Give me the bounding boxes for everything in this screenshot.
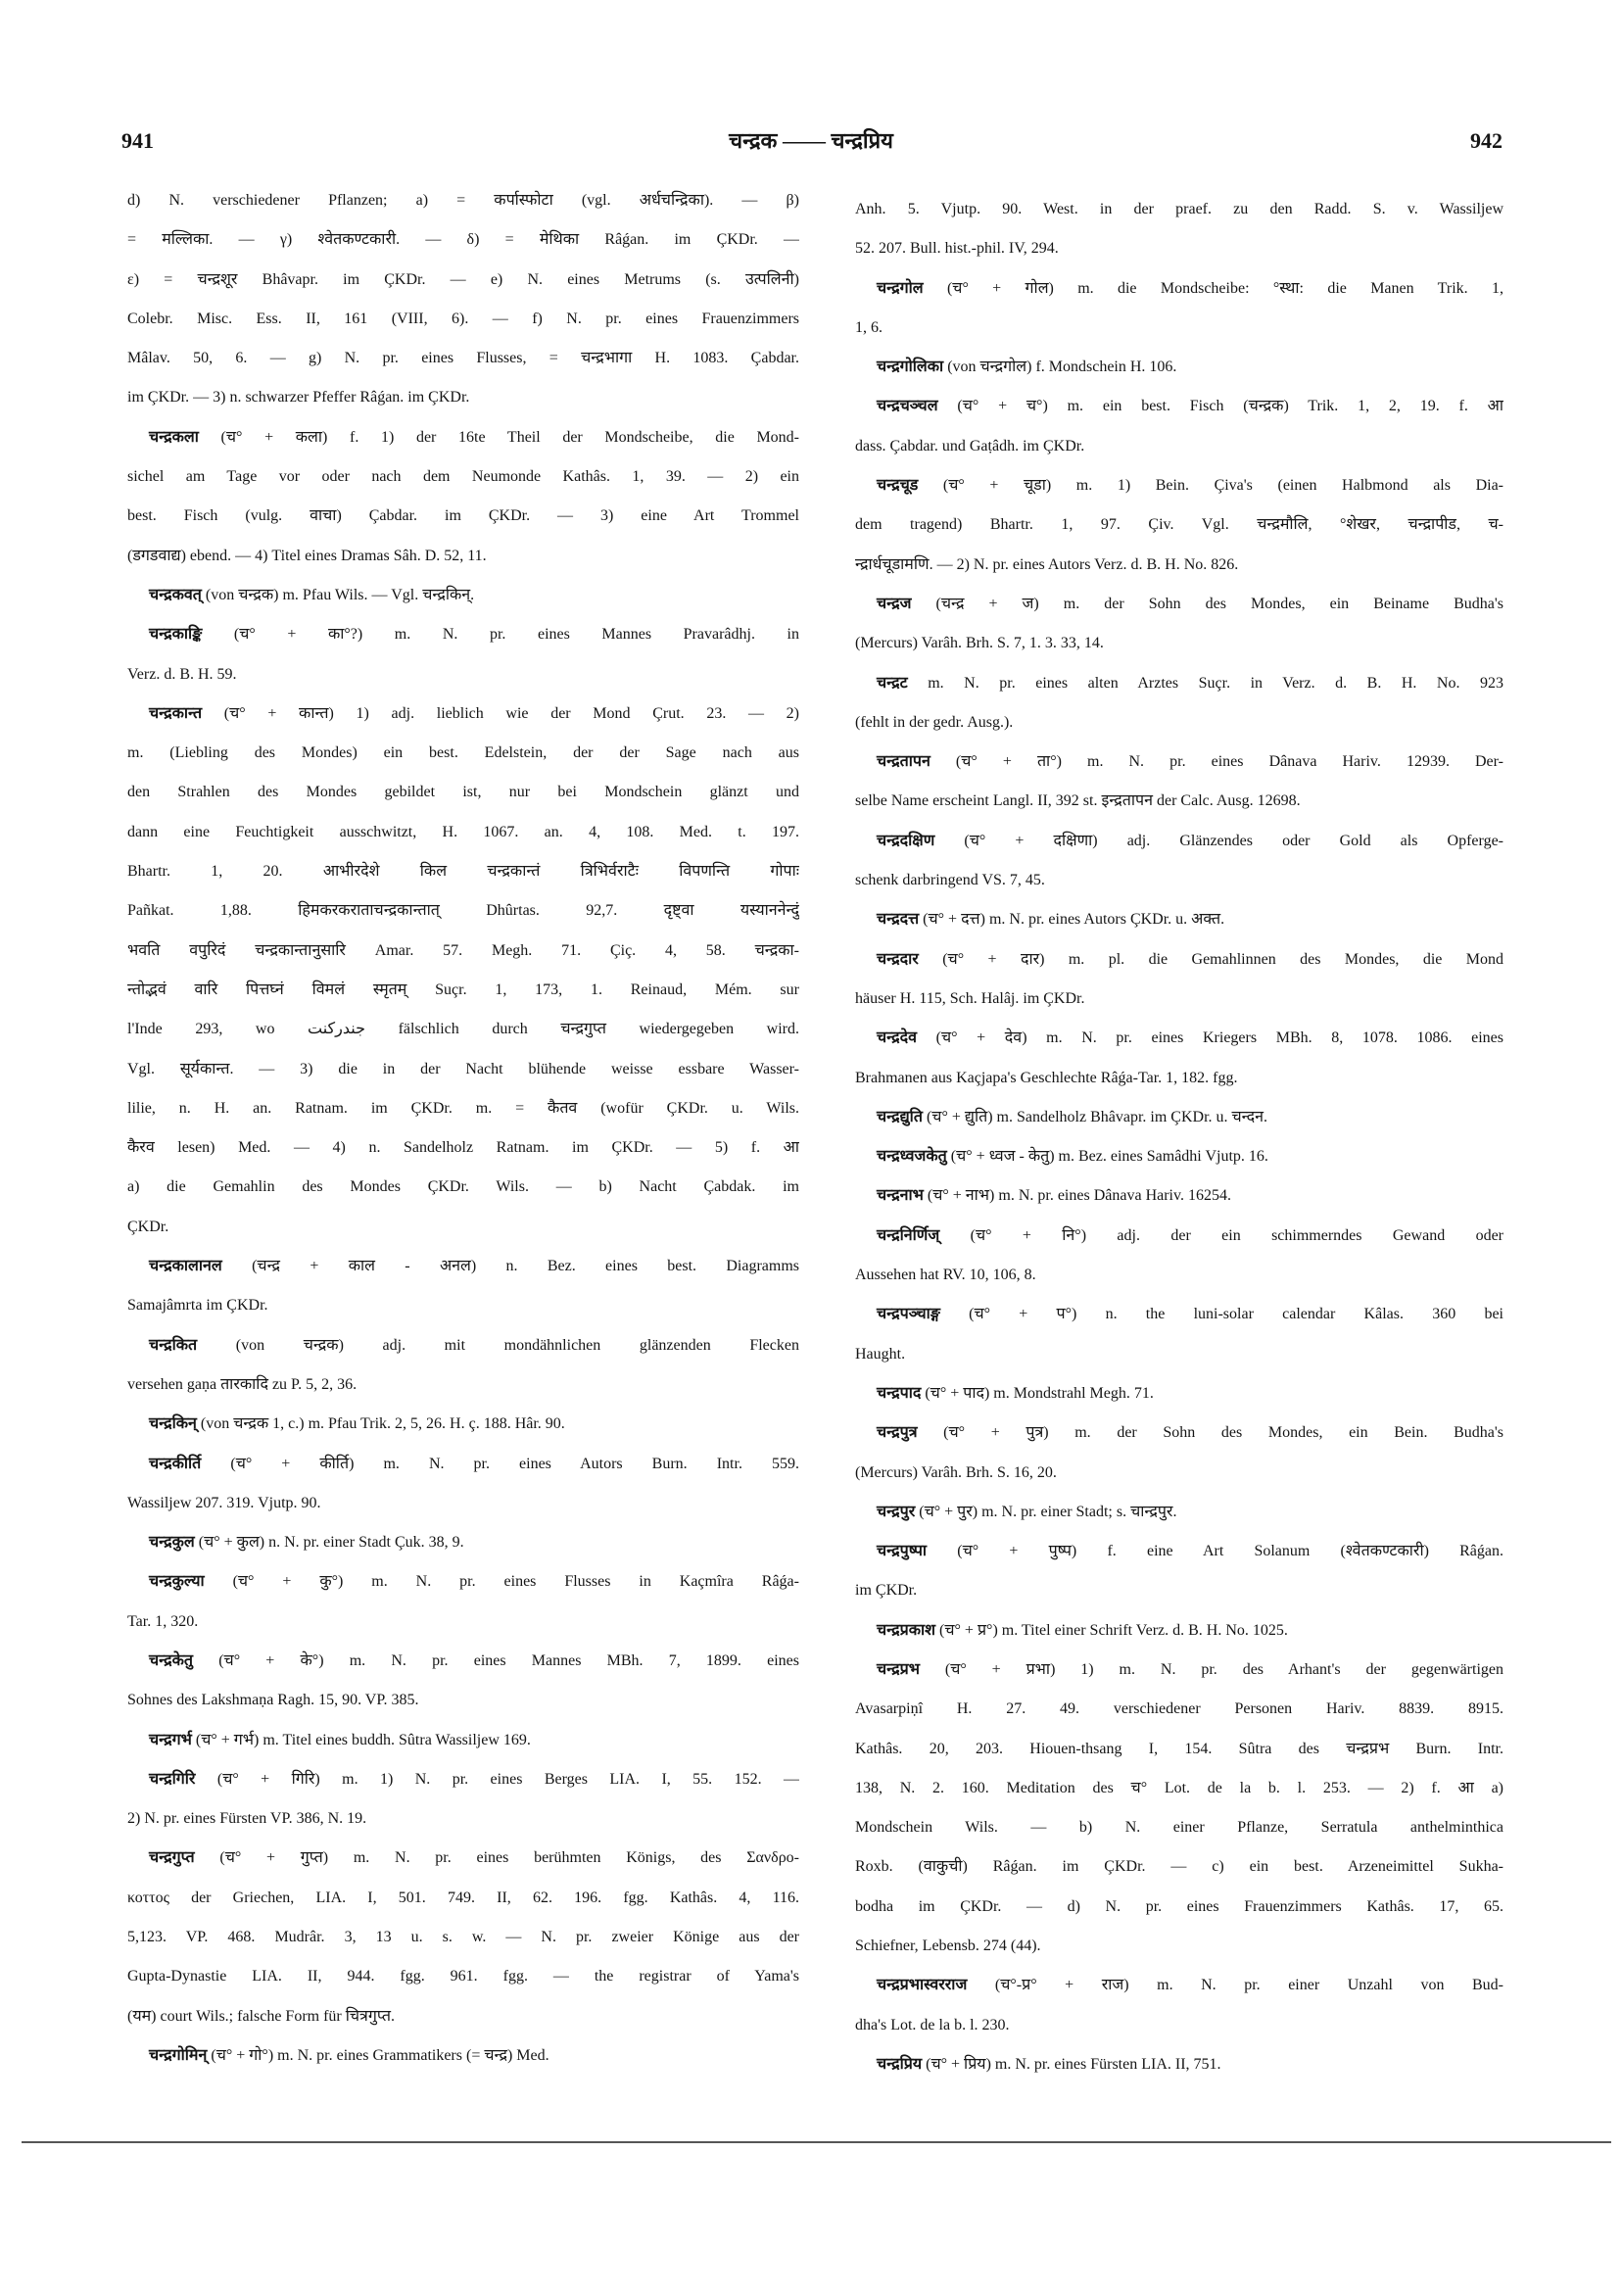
entry-line [127, 497, 799, 536]
entry-line [127, 852, 799, 891]
dictionary-entry [127, 1247, 799, 1326]
entry-line [855, 1454, 1503, 1493]
headword: चन्द्रपुत्र [877, 1424, 918, 1442]
entry-line [127, 1681, 799, 1720]
entry-line [127, 2036, 799, 2076]
entry-text: best. Fisch (vulg. वाचा) Çabdar. im ÇKDr. — 3) eine Art Trommel [127, 507, 799, 525]
entry-line [127, 655, 799, 694]
headword: चन्द्रकवत् [149, 586, 202, 603]
entry-text: dass. Çabdar. und Gaṭâdh. im ÇKDr. [855, 437, 1085, 454]
dictionary-entry [127, 615, 799, 694]
headword: चन्द्रध्वजकेतु [877, 1148, 947, 1166]
entry-text: कैरव lesen) Med. — 4) n. Sandelholz Ratnam. im ÇKDr. — 5) f. आ [127, 1139, 799, 1157]
entry-line [127, 1208, 799, 1247]
entry-line [127, 1957, 799, 1996]
entry-text: ε) = चन्द्रशूर Bhâvapr. im ÇKDr. — e) N. eines Metrums (s. उत्पलिनी) [127, 270, 799, 288]
entry-line [855, 1769, 1503, 1808]
entry-line [127, 694, 799, 734]
dictionary-entry [855, 1019, 1503, 1098]
entry-text: selbe Name erscheint Langl. II, 392 st. इन्द्रतापन der Calc. Ausg. 12698. [855, 792, 1301, 810]
entry-line [855, 505, 1503, 545]
entry-text: Samajâmrta im ÇKDr. [127, 1297, 268, 1315]
dictionary-entry [127, 1721, 799, 1760]
dictionary-entry [127, 576, 799, 615]
headword: चन्द्रट [877, 674, 908, 692]
headword: चन्द्रप्रभ [877, 1660, 920, 1678]
entry-text: dann eine Feuchtigkeit ausschwitzt, H. 1067. an. 4, 108. Med. t. 197. [127, 823, 799, 840]
entry-text: im ÇKDr. — 3) n. schwarzer Pfeffer Râǵan. im ÇKDr. [127, 389, 470, 407]
headword: चन्द्रगिरि [149, 1770, 196, 1788]
entry-text: न्तोद्भवं वारि पित्तघ्नं विमलं स्मृतम् Suçr. 1, 173, 1. Reinaud, Mém. sur [127, 981, 799, 998]
entry-text: (च° + गर्भ) m. Titel eines buddh. Sûtra Wassiljew 169. [195, 1731, 531, 1748]
entry-line [855, 624, 1503, 663]
entry-line [127, 1247, 799, 1286]
entry-line [855, 861, 1503, 900]
headword: चन्द्रगुप्त [149, 1849, 195, 1867]
entry-text: (von चन्द्रक 1, c.) m. Pfau Trik. 2, 5, 26. H. ç. 188. Hâr. 90. [200, 1415, 565, 1433]
entry-line [855, 1098, 1503, 1137]
entry-line [855, 980, 1503, 1019]
entry-line [855, 1137, 1503, 1176]
entry-text: κοττος der Griechen, LIA. I, 501. 749. II, 62. 196. fgg. Kathâs. 4, 116. [127, 1889, 799, 1906]
headword: चन्द्रकला [149, 428, 199, 446]
dictionary-entry [127, 1760, 799, 1840]
entry-text: dha's Lot. de la b. l. 230. [855, 2016, 1010, 2033]
headword: चन्द्रनाभ [877, 1187, 924, 1205]
entry-line [855, 229, 1503, 268]
headword: चन्द्रप्रभास्वरराज [877, 1977, 968, 1994]
entry-text: Colebr. Misc. Ess. II, 161 (VIII, 6). — f) N. pr. eines Frauenzimmers [127, 310, 799, 327]
dictionary-entry [855, 1176, 1503, 1216]
dictionary-entry [855, 585, 1503, 664]
dictionary-entry [127, 694, 799, 1247]
right-column [855, 190, 1503, 2084]
entry-line [127, 1839, 799, 1878]
entry-text: (च° + प्रिय) m. N. pr. eines Fürsten LIA. II, 751. [926, 2055, 1221, 2073]
entry-line [127, 1562, 799, 1602]
entry-text: m. (Liebling des Mondes) ein best. Edelstein, der der Sage nach aus [127, 744, 799, 762]
entry-text: (von चन्द्रगोल) f. Mondschein H. 106. [947, 359, 1177, 376]
entry-line [855, 1888, 1503, 1927]
entry-line [127, 339, 799, 378]
entry-text: (च° + का°?) m. N. pr. eines Mannes Pravarâdhj. in [233, 626, 799, 644]
headword: चन्द्रकाङ्कि [149, 626, 203, 644]
entry-line [855, 1374, 1503, 1413]
entry-text: (च° + पुर) m. N. pr. einer Stadt; s. चान्द्रपुर. [919, 1503, 1177, 1520]
entry-line [127, 1918, 799, 1957]
footer-rule [22, 2141, 1611, 2143]
entry-line [855, 1019, 1503, 1058]
entry-text: ÇKDr. [127, 1218, 169, 1235]
header-title: चन्द्रक —— चन्द्रप्रिय [729, 128, 893, 153]
entry-line [855, 348, 1503, 387]
dictionary-entry [855, 1295, 1503, 1374]
entry-line [855, 1493, 1503, 1532]
headword: चन्द्रगर्भ [149, 1731, 192, 1748]
entry-line [127, 1642, 799, 1681]
entry-text: (च° + दार) m. pl. die Gemahlinnen des Mondes, die Mond [942, 950, 1503, 968]
entry-text: lilie, n. H. an. Ratnam. im ÇKDr. m. = कैतव (wofür ÇKDr. u. Wils. [127, 1099, 799, 1117]
entry-line [127, 1484, 799, 1523]
entry-line [855, 190, 1503, 229]
entry-text: (च° + के°) m. N. pr. eines Mannes MBh. 7, 1899. eines [218, 1651, 799, 1669]
entry-text: Schiefner, Lebensb. 274 (44). [855, 1937, 1041, 1955]
entry-line [855, 940, 1503, 980]
entry-line [855, 1690, 1503, 1729]
entry-line [855, 1571, 1503, 1610]
entry-line [127, 813, 799, 852]
entry-line [855, 664, 1503, 703]
entry-text: (च° + दक्षिणा) adj. Glänzendes oder Gold als Opferge- [964, 832, 1503, 849]
entry-line [855, 585, 1503, 624]
entry-text: (च° + गिरि) m. 1) N. pr. eines Berges LIA. I, 55. 152. — [216, 1770, 799, 1788]
entry-line [127, 1168, 799, 1207]
entry-text: (च° + चूडा) m. 1) Bein. Çiva's (einen Halbmond als Dia- [942, 477, 1503, 495]
headword: चन्द्रकेतु [149, 1651, 194, 1669]
dictionary-entry [855, 1413, 1503, 1493]
entry-line [127, 1286, 799, 1325]
entry-line [127, 378, 799, 417]
headword: चन्द्रदार [877, 950, 919, 968]
entry-line [855, 1650, 1503, 1690]
entry-line [127, 1445, 799, 1484]
entry-text: (Mercurs) Varâh. Brh. S. 7, 1. 3. 33, 14. [855, 635, 1104, 652]
entry-text: 2) N. pr. eines Fürsten VP. 386, N. 19. [127, 1810, 367, 1828]
headword: चन्द्रतापन [877, 753, 930, 771]
entry-line [127, 261, 799, 300]
entry-line [127, 418, 799, 457]
page-number-left: 941 [121, 128, 154, 153]
dictionary-entry [855, 387, 1503, 466]
entry-line [127, 891, 799, 931]
entry-text: d) N. verschiedener Pflanzen; a) = कर्पास्फोटा (vgl. अर्धचन्द्रिका). — β) [127, 192, 799, 209]
entry-line [855, 742, 1503, 782]
entry-line [127, 1602, 799, 1642]
entry-line [127, 1050, 799, 1089]
dictionary-entry [855, 1532, 1503, 1611]
entry-line [855, 2045, 1503, 2084]
entry-line [855, 1966, 1503, 2005]
entry-line [855, 387, 1503, 426]
entry-line [855, 427, 1503, 466]
entry-line [127, 457, 799, 497]
running-header [0, 121, 1622, 161]
headword: चन्द्रचञ्चल [877, 398, 938, 415]
headword: चन्द्रदत्त [877, 911, 920, 929]
entry-text: (च° + पाद) m. Mondstrahl Megh. 71. [925, 1384, 1154, 1402]
entry-text: (च° + गुप्त) m. N. pr. eines berühmten Königs, des Σανδρο- [219, 1849, 799, 1867]
headword: चन्द्रगोल [877, 279, 924, 297]
entry-text: Haught. [855, 1345, 906, 1363]
entry-line [127, 1879, 799, 1918]
page-number-right: 942 [1470, 128, 1503, 153]
entry-text: (च° + नि°) adj. der ein schimmerndes Gewand oder [970, 1226, 1503, 1244]
entry-text: (च° + कु°) m. N. pr. eines Flusses in Kaçmîra Râǵa- [232, 1573, 799, 1591]
dictionary-entry [855, 742, 1503, 822]
dictionary-entry [855, 190, 1503, 269]
entry-line [127, 773, 799, 812]
entry-text: (von चन्द्रक) adj. mit mondähnlichen glänzenden Flecken [235, 1336, 799, 1354]
entry-line [855, 782, 1503, 821]
headword: चन्द्रपाद [877, 1384, 922, 1402]
dictionary-entry [855, 1098, 1503, 1137]
entry-text: 52. 207. Bull. hist.-phil. IV, 294. [855, 240, 1059, 258]
entry-text: (Mercurs) Varâh. Brh. S. 16, 20. [855, 1463, 1057, 1481]
entry-text: Vgl. सूर्यकान्त. — 3) die in der Nacht blühende weisse essbare Wasser- [127, 1060, 799, 1077]
dictionary-entry [855, 466, 1503, 585]
entry-line [855, 1176, 1503, 1216]
entry-text: (च° + द्युति) m. Sandelholz Bhâvapr. im ÇKDr. u. चन्दन. [926, 1108, 1267, 1125]
entry-line [127, 1405, 799, 1444]
entry-line [855, 546, 1503, 585]
entry-text: 138, N. 2. 160. Meditation des च° Lot. de la b. l. 253. — 2) f. आ a) [855, 1779, 1503, 1796]
entry-line [127, 734, 799, 773]
entry-text: bodha im ÇKDr. — d) N. pr. eines Frauenzimmers Kathâs. 17, 65. [855, 1897, 1503, 1915]
entry-text: im ÇKDr. [855, 1582, 918, 1600]
entry-text: sichel am Tage vor oder nach dem Neumonde Kathâs. 1, 39. — 2) ein [127, 468, 799, 486]
entry-line [855, 1730, 1503, 1769]
headword: चन्द्रप्रकाश [877, 1621, 936, 1639]
entry-text: (च° + प्र°) m. Titel einer Schrift Verz. d. B. H. No. 1025. [939, 1621, 1288, 1639]
entry-line [855, 1808, 1503, 1847]
entry-text: (च° + देव) m. N. pr. eines Kriegers MBh. 8, 1078. 1086. eines [935, 1029, 1503, 1047]
dictionary-entry [855, 1374, 1503, 1413]
entry-text: Mâlav. 50, 6. — g) N. pr. eines Flusses, = चन्द्रभागा H. 1083. Çabdar. [127, 350, 799, 367]
entry-text: schenk darbringend VS. 7, 45. [855, 872, 1045, 889]
dictionary-entry [855, 940, 1503, 1020]
entry-text: (चन्द्र + ज) m. der Sohn des Mondes, ein Beiname Budha's [935, 595, 1503, 612]
entry-text: 5,123. VP. 468. Mudrâr. 3, 13 u. s. w. — N. pr. zweier Könige aus der [127, 1929, 799, 1946]
entry-line [855, 703, 1503, 742]
dictionary-entry [127, 1562, 799, 1642]
entry-text: häuser H. 115, Sch. Halâj. im ÇKDr. [855, 989, 1085, 1007]
entry-text: Brahmanen aus Kaçjapa's Geschlechte Râǵa-Tar. 1, 182. fgg. [855, 1069, 1238, 1086]
entry-line [855, 900, 1503, 939]
entry-line [855, 1847, 1503, 1887]
entry-text: 1, 6. [855, 318, 883, 336]
dictionary-entry [127, 1839, 799, 2035]
dictionary-entry [855, 269, 1503, 349]
entry-line [855, 822, 1503, 861]
entry-line [855, 2006, 1503, 2045]
headword: चन्द्रगोमिन् [149, 2046, 208, 2064]
entry-text: (च° + पुष्प) f. eine Art Solanum (श्वेतकण्टकारी) Râǵan. [957, 1543, 1503, 1560]
entry-line [855, 1256, 1503, 1295]
dictionary-entry [127, 2036, 799, 2076]
entry-line [127, 300, 799, 339]
entry-text: (च° + कुल) n. N. pr. einer Stadt Çuk. 38, 9. [198, 1534, 464, 1552]
dictionary-entry [855, 1137, 1503, 1176]
dictionary-entry [855, 664, 1503, 743]
entry-text: l'Inde 293, wo جندرکنت fälschlich durch चन्द्रगुप्त wiedergegeben wird. [127, 1021, 799, 1038]
entry-text: a) die Gemahlin des Mondes ÇKDr. Wils. — b) Nacht Çabdak. im [127, 1178, 799, 1196]
entry-text: Tar. 1, 320. [127, 1612, 199, 1630]
entry-text: न्द्रार्धचूडामणि. — 2) N. pr. eines Autors Verz. d. B. H. No. 826. [855, 555, 1239, 573]
entry-line [127, 1089, 799, 1128]
dictionary-entry [855, 1217, 1503, 1296]
dictionary-entry [855, 900, 1503, 939]
headword: चन्द्रकुल्या [149, 1573, 205, 1591]
entry-text: (च° + कीर्ति) m. N. pr. eines Autors Burn. Intr. 559. [230, 1455, 799, 1472]
entry-line [127, 220, 799, 260]
entry-text: Pañkat. 1,88. हिमकरकराताचन्द्रकान्तात् Dhûrtas. 92,7. दृष्ट्वा यस्याननेन्दुं [127, 902, 799, 920]
entry-line [127, 1010, 799, 1049]
entry-text: (von चन्द्रक) m. Pfau Wils. — Vgl. चन्द्रकिन्. [205, 586, 475, 603]
entry-text: dem tragend) Bhartr. 1, 97. Çiv. Vgl. चन्द्रमौलि, °शेखर, चन्द्रापीड, च- [855, 516, 1503, 534]
entry-text: Avasarpiṇî H. 27. 49. verschiedener Personen Hariv. 8839. 8915. [855, 1700, 1503, 1718]
headword: चन्द्रगोलिका [877, 359, 944, 376]
left-column [127, 181, 799, 2076]
dictionary-entry [127, 1642, 799, 1721]
entry-text: m. N. pr. eines alten Arztes Suçr. in Verz. d. B. H. No. 923 [928, 674, 1503, 692]
dictionary-entry [855, 1966, 1503, 2045]
headword: चन्द्रकिन् [149, 1415, 197, 1433]
headword: चन्द्रकीर्ति [149, 1455, 202, 1472]
entry-line [127, 1799, 799, 1839]
headword: चन्द्रपञ्चाङ्ग [877, 1306, 940, 1323]
entry-line [127, 1365, 799, 1405]
entry-text: Roxb. (वाकुची) Râǵan. im ÇKDr. — c) ein best. Arzeneimittel Sukha- [855, 1858, 1503, 1876]
entry-line [855, 309, 1503, 348]
entry-text: (च° + ता°) m. N. pr. eines Dânava Hariv. 12939. Der- [955, 753, 1503, 771]
entry-text: Aussehen hat RV. 10, 106, 8. [855, 1267, 1036, 1284]
entry-text: Bhartr. 1, 20. आभीरदेशे किल चन्द्रकान्तं त्रिभिर्वराटैः विपणन्ति गोपाः [127, 863, 799, 881]
entry-line [127, 1760, 799, 1799]
dictionary-entry [127, 181, 799, 418]
headword: चन्द्रदक्षिण [877, 832, 935, 849]
dictionary-entry [855, 2045, 1503, 2084]
entry-text: Sohnes des Lakshmaṇa Ragh. 15, 90. VP. 385. [127, 1692, 419, 1709]
entry-text: (च° + गोल) m. die Mondscheibe: °स्था: die Manen Trik. 1, [946, 279, 1503, 297]
dictionary-entry [855, 1650, 1503, 1966]
headword: चन्द्रज [877, 595, 912, 612]
entry-text: (fehlt in der gedr. Ausg.). [855, 713, 1014, 731]
entry-line [127, 537, 799, 576]
entry-line [127, 1997, 799, 2036]
entry-text: भवति वपुरिदं चन्द्रकान्तानुसारि Amar. 57. Megh. 71. Çiç. 4, 58. चन्द्रका- [127, 941, 799, 959]
headword: चन्द्रनिर्णिज् [877, 1226, 940, 1244]
dictionary-entry [855, 1493, 1503, 1532]
entry-text: (च° + गो°) m. N. pr. eines Grammatikers (= चन्द्र) Med. [211, 2046, 549, 2064]
entry-text: (च° + प°) n. the luni-solar calendar Kâlas. 360 bei [969, 1306, 1503, 1323]
headword: चन्द्रकित [149, 1336, 198, 1354]
dictionary-entry [127, 1326, 799, 1406]
entry-line [127, 971, 799, 1010]
dictionary-entry [127, 1523, 799, 1562]
entry-line [855, 1217, 1503, 1256]
dictionary-entry [855, 348, 1503, 387]
entry-text: Verz. d. B. H. 59. [127, 665, 237, 683]
entry-line [855, 269, 1503, 309]
headword: चन्द्रप्रिय [877, 2055, 923, 2073]
entry-text: (च°-प्र° + राज) m. N. pr. einer Unzahl von Bud- [994, 1977, 1503, 1994]
entry-text: (च° + कान्त) 1) adj. lieblich wie der Mond Çrut. 23. — 2) [223, 704, 799, 722]
entry-line [127, 576, 799, 615]
entry-text: (च° + नाभ) m. N. pr. eines Dânava Hariv. 16254. [927, 1187, 1231, 1205]
entry-text: (डगडवाद्य) ebend. — 4) Titel eines Dramas Sâh. D. 52, 11. [127, 547, 487, 564]
entry-text: Mondschein Wils. — b) N. einer Pflanze, Serratula anthelminthica [855, 1819, 1503, 1837]
entry-line [855, 466, 1503, 505]
entry-text: (च° + च°) m. ein best. Fisch (चन्द्रक) Trik. 1, 2, 19. f. आ [957, 398, 1503, 415]
entry-line [855, 1611, 1503, 1650]
entry-text: Wassiljew 207. 319. Vjutp. 90. [127, 1494, 321, 1511]
entry-text: (चन्द्र + काल - अनल) n. Bez. eines best. Diagramms [252, 1258, 799, 1275]
entry-line [127, 1721, 799, 1760]
entry-text: Anh. 5. Vjutp. 90. West. in der praef. zu den Radd. S. v. Wassiljew [855, 201, 1503, 217]
entry-text: Gupta-Dynastie LIA. II, 944. fgg. 961. fgg. — the registrar of Yama's [127, 1968, 799, 1985]
entry-text: (च° + ध्वज - केतु) m. Bez. eines Samâdhi Vjutp. 16. [950, 1148, 1268, 1166]
headword: चन्द्रकालानल [149, 1258, 222, 1275]
entry-text: (च° + दत्त) m. N. pr. eines Autors ÇKDr. u. अक्त. [923, 911, 1225, 929]
headword: चन्द्रकान्त [149, 704, 203, 722]
dictionary-entry [127, 1405, 799, 1444]
entry-line [855, 1059, 1503, 1098]
headword: चन्द्रपुष्पा [877, 1543, 928, 1560]
dictionary-entry [127, 418, 799, 576]
entry-text: versehen gaṇa तारकादि zu P. 5, 2, 36. [127, 1375, 358, 1393]
headword: चन्द्रद्युति [877, 1108, 923, 1125]
entry-line [855, 1335, 1503, 1374]
headword: चन्द्रपुर [877, 1503, 916, 1520]
entry-line [127, 181, 799, 220]
entry-line [127, 615, 799, 654]
headword: चन्द्रदेव [877, 1029, 917, 1047]
entry-text: = मल्लिका. — γ) श्वेतकण्टकारी. — δ) = मेथिका Râǵan. im ÇKDr. — [127, 231, 799, 249]
entry-text: den Strahlen des Mondes gebildet ist, nur bei Mondschein glänzt und [127, 784, 799, 801]
entry-text: (च° + कला) f. 1) der 16te Theil der Mondscheibe, die Mond- [220, 428, 799, 446]
entry-text: Kathâs. 20, 203. Hiouen-thsang I, 154. Sûtra des चन्द्रप्रभ Burn. Intr. [855, 1740, 1503, 1757]
entry-line [855, 1927, 1503, 1966]
entry-line [855, 1532, 1503, 1571]
entry-line [855, 1413, 1503, 1453]
entry-text: (यम) court Wils.; falsche Form für चित्रगुप्त. [127, 2007, 395, 2025]
entry-text: (च° + प्रभा) 1) m. N. pr. des Arhant's der gegenwärtigen [944, 1660, 1503, 1678]
headword: चन्द्रकुल [149, 1534, 195, 1552]
headword: चन्द्रचूड [877, 477, 919, 495]
entry-line [127, 932, 799, 971]
dictionary-entry [127, 1445, 799, 1524]
entry-line [127, 1326, 799, 1365]
dictionary-entry [855, 1611, 1503, 1650]
entry-line [127, 1523, 799, 1562]
entry-line [127, 1128, 799, 1168]
entry-text: (च° + पुत्र) m. der Sohn des Mondes, ein Bein. Budha's [943, 1424, 1503, 1442]
dictionary-entry [855, 822, 1503, 901]
entry-line [855, 1295, 1503, 1334]
